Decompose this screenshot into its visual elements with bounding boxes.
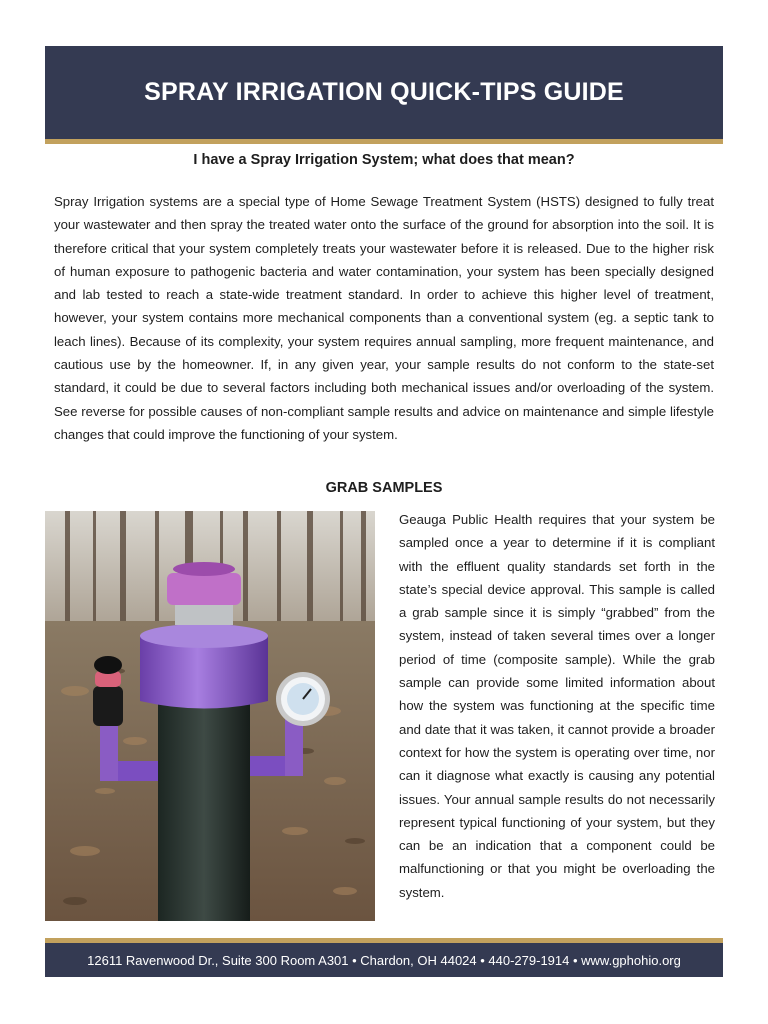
intro-paragraph: Spray Irrigation systems are a special type of Home Sewage Treatment System (HSTS) designed to fully treat your wastewater and then spray the treated water onto the surface of the ground for absorption into the soil. It is therefore critical that your system completely treats your wastewater before it is released. Due to the higher risk of human exposure to pathogenic bacteria and water contamination, your system has been specially designed and lab tested to reach a state-wide treatment standard. In order to achieve this higher level of treatment, however, your system contains more mechanical components than a conventional system (eg. a septic tank to leach lines). Because of its complexity, your system requires annual sampling, more frequent maintenance, and cautious use by the homeowner. If, in any given year, your sample results do not conform to the state-set standard, it could be due to several factors including both mechanical issues and/or overloading of the system. See reverse for possible causes of non-compliant sample results and advice on maintenance and simple lifestyle changes that could improve the functioning of your system. — [54, 194, 714, 442]
intro-heading: I have a Spray Irrigation System; what does that mean? — [193, 152, 575, 168]
grab-samples-paragraph: Geauga Public Health requires that your system be sampled once a year to determine if it is compliant with the effluent quality standards set forth in the state’s special device approval. This sample is called a grab sample since it is simply “grabbed” from the system, instead of taken several times over a longer period of time (composite sample). While the grab sample can provide some limited information about how the system was functioning at the specific time and date that it was taken, it cannot provide a broader context for how the system is operating over time, nor can it diagnose what exactly is causing any potential issues. Your annual sample results do not necessarily represent typical functioning of your system, but they can be an indication that a component could be malfunctioning or that you might be overloading the system. — [399, 512, 715, 900]
grab-samples-heading: GRAB SAMPLES — [325, 480, 443, 496]
sampling-port-photo — [45, 511, 375, 921]
page-header — [45, 46, 723, 139]
footer-contact — [45, 943, 723, 977]
page-title: SPRAY IRRIGATION QUICK-TIPS GUIDE — [144, 78, 624, 106]
footer-contact-text: 12611 Ravenwood Dr., Suite 300 Room A301 • Chardon, OH 44024 • 440-279-1914 • www.gphohio.org — [87, 952, 681, 968]
header-accent-bar — [45, 139, 723, 144]
